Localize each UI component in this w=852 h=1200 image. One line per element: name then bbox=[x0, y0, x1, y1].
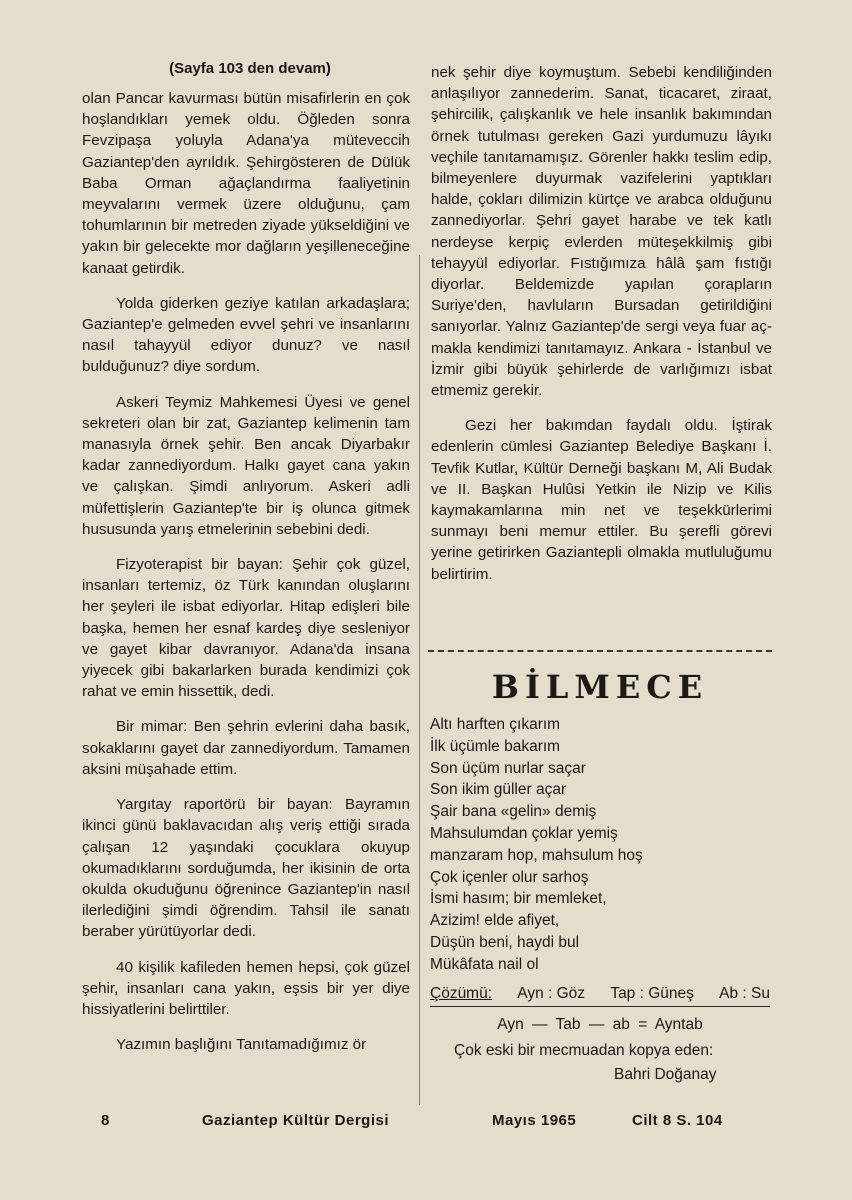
copied-by-note: Çok eski bir mecmuadan kopya eden: bbox=[454, 1042, 714, 1059]
issue-date: Mayıs 1965 bbox=[492, 1112, 577, 1129]
right-column bbox=[431, 62, 772, 599]
poem-line: İlk üçümle bakarım bbox=[430, 737, 561, 755]
author-name: Bahri Doğanay bbox=[614, 1066, 717, 1083]
paragraph: Gezi her bakımdan faydalı oldu. İştirak edenlerin cümlesi Gaziantep Belediye Başkanı İ. Tevfik Kutlar, Kültür Derneği başkanı M, Ali Budak ve II. Başkan Hulûsi Yetkin ile Nizip ve Kilis kaymakamlarına min net ve teşekkürlerimi sunmayı beni memur ettiler. Bu şerefli görevi yerine getirirken Gaziantepli olmakla mutluluğumu belirtirim. bbox=[431, 417, 772, 583]
poem-line: Azizim! elde afiyet, bbox=[430, 912, 560, 930]
poem-line: Mükâfata nail ol bbox=[430, 955, 539, 973]
column-divider bbox=[419, 255, 420, 1105]
paragraph: Fizyoterapist bir bayan: Şehir çok güzel, insanları tertemiz, öz Türk kanından oluşlarını her şeyleri ile isbat ediyorlar. Hitap edişleri bile başka, hemen her esnaf kardeş diye sesleniyor ve gayet kibar davranıyor. Adana'da insana yiyecek gibi bakarlarken burada kendimizi çok rahat ve emin hissettik, dedi. bbox=[82, 556, 410, 701]
paragraph: Bir mimar: Ben şehrin evlerini daha basık, sokaklarını gayet dar zannediyordum. Tamamen aksini müşahade ettim. bbox=[82, 718, 410, 778]
poem-line: Son üçüm nurlar saçar bbox=[430, 759, 586, 777]
issue-volume: Cilt 8 S. 104 bbox=[632, 1112, 723, 1129]
paragraph: Yolda giderken geziye katılan arkadaşlara; Gaziantep'e gelmeden evvel şehri ve insanlarını nasıl tahayyül ediyor dunuz? ve nasıl bulduğunuz? diye sordum. bbox=[82, 294, 410, 376]
riddle-poem bbox=[430, 714, 760, 976]
page-number: 8 bbox=[101, 1112, 110, 1129]
paragraph: nek şehir diye koymuştum. Sebebi kendiliğinden anlaşılıyor zannederim. Sanat, ticacaret, ziraat, şehircilik, çalışkanlık ve hele insanlık bakımından örnek tutulması gereken Gazi yurdumuzu lâyıkı veçhile tanıtamamışız. Görenler hakkı teslim edip, bilmeyenlere duyurmak vazifelerini yaptıkları halde, çokları dilimizin kürtçe ve arabca olduğunu zannediyorlar. Şehri gayet harabe ve tek katlı nerdeyse kerpiç evlerden müteşekkilmiş gibi tehayyül ediyorlar. Fıstığımıza hâlâ şam fıstığı diyorlar. Beldemizde yapılan çorapların Suriye'den, havluların Bursadan getirildiğini sanıyorlar. Yalnız Gaziantep'de sergi veya fuar açmakla kendimizi tanıtamayız. Ankara - İstanbul ve İzmir gibi büyük şehirlerde de varlığımızı isbat etmemiz gerekir. bbox=[431, 64, 772, 400]
poem-line: manzaram hop, mahsulum hoş bbox=[430, 846, 643, 864]
left-column bbox=[82, 88, 410, 1069]
riddle-title: BİLMECE bbox=[491, 668, 709, 706]
poem-line: Şair bana «gelin» demiş bbox=[430, 803, 597, 821]
paragraph: Askeri Teymiz Mahkemesi Üyesi ve genel sekreteri olan bir zat, Gaziantep kelimenin tam manasıyla örnek şehir. Ben ancak Diyarbakır kadar zannediyordum. Halkı gayet cana yakın ve çalışkan. Şimdi anlıyorum. Askeri adli müfettişlerin Gaziantep'te bir iş olunca gitmek hususunda yarış etmelerinin sebebini dedi. bbox=[82, 393, 410, 538]
poem-line: Düşün beni, haydi bul bbox=[430, 933, 580, 951]
paragraph: 40 kişilik kafileden hemen hepsi, çok güzel şehir, insanları cana yakın, eşsis bir yer diye hissiyatlerini belirttiler. bbox=[82, 958, 410, 1018]
poem-line: Altı harften çıkarım bbox=[430, 716, 561, 733]
solution-part: Tap : Güneş bbox=[610, 985, 694, 1002]
poem-line: Çok içenler olur sarhoş bbox=[430, 868, 589, 886]
poem-line: Son ikim güller açar bbox=[430, 781, 567, 799]
magazine-title: Gaziantep Kültür Dergisi bbox=[202, 1112, 390, 1129]
solution-label: Çözümü: bbox=[430, 985, 493, 1002]
solution-formula: Ayn — Tab — ab = Ayntab bbox=[497, 1016, 703, 1033]
paragraph: Yargıtay raportörü bir bayan: Bayramın ikinci günü baklavacıdan alış veriş ettiği sırada çalışan 12 yaşındaki çocuklara okuyup okumadıklarını sorduğumda, her ikisinin de orta okulda okuduğunu öğrenince Gaziantep'in nasıl ilerlediğini şimdi öğrendim. Tahsil ile sanatı beraber yürütüyorlar dedi. bbox=[82, 796, 410, 941]
riddle-divider bbox=[428, 650, 772, 652]
solution-row bbox=[430, 984, 770, 1007]
solution-part: Ab : Su bbox=[719, 985, 770, 1002]
poem-line: İsmi hasım; bir memleket, bbox=[430, 890, 607, 908]
continued-note: (Sayfa 103 den devam) bbox=[169, 60, 331, 77]
paragraph: Yazımın başlığını Tanıtamadığımız ör bbox=[116, 1036, 367, 1054]
poem-line: Mahsulumdan çoklar yemiş bbox=[430, 824, 618, 842]
riddle-solution bbox=[430, 984, 770, 1035]
paragraph: olan Pancar kavurması bütün misafirlerin en çok hoşlandıkları yemek oldu. Öğleden sonra Fevzipaşa yoluyla Adana'ya müteveccih Gaziantep'den ayrıldık. Şehirgösteren de Dülük Baba Orman ağaçlandırma faaliyetinin meyvalarını vermek üzere olduğunu, çam tohumlarının bir metreden ziyade yükseldiğini ve yakın bir gelecekte mor dağların yeşilleneceğine kanaat getirdik. bbox=[82, 90, 410, 277]
solution-part: Ayn : Göz bbox=[517, 985, 586, 1002]
